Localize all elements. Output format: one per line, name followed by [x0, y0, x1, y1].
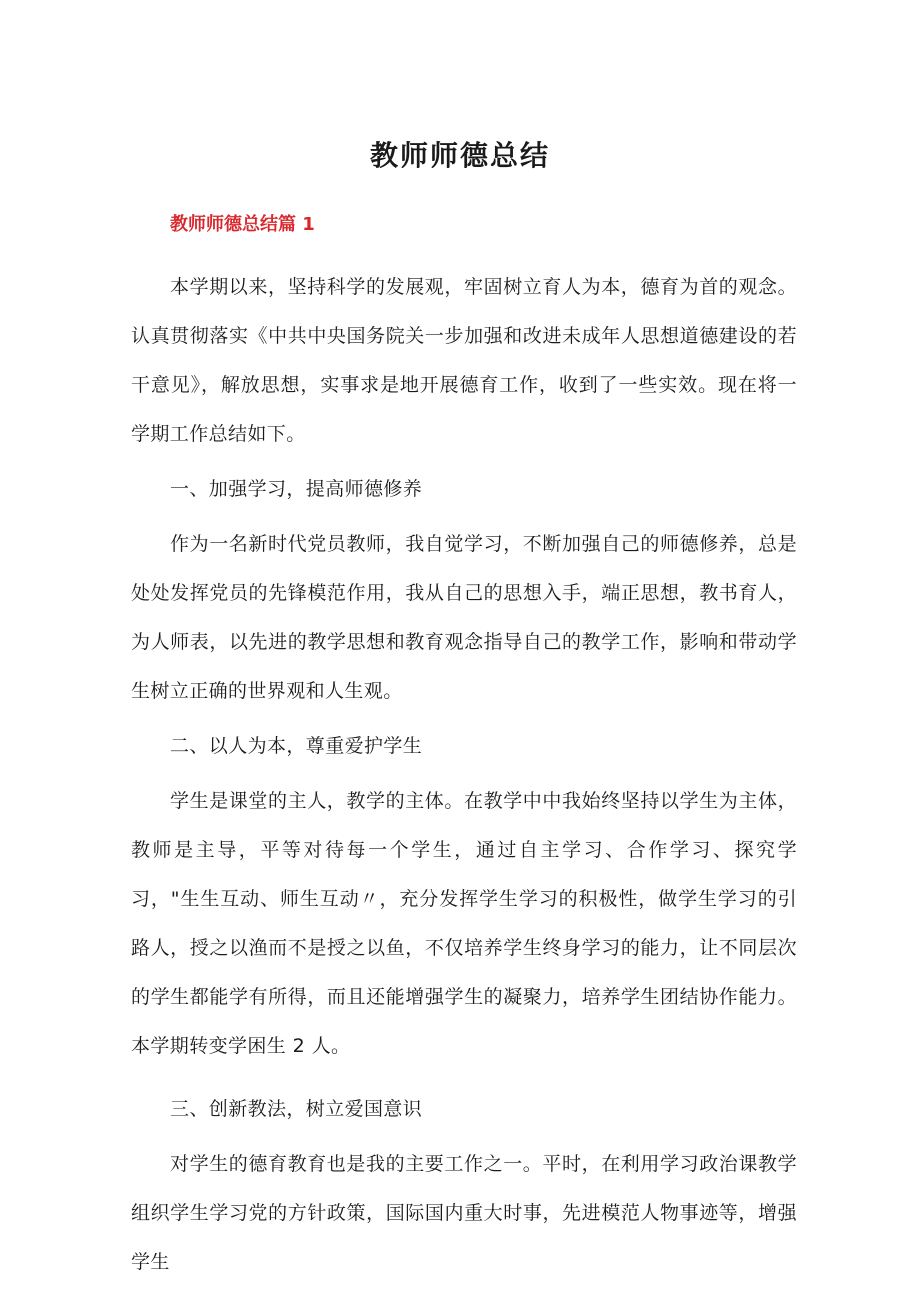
heading-innovate-teaching: 三、创新教法，树立爱国意识	[170, 1098, 423, 1120]
intro-paragraph: 本学期以来，坚持科学的发展观，牢固树立育人为本，德育为首的观念。认真贯彻落实《中共中央国务院关一步加强和改进未成年人思想道德建设的若干意见》，解放思想，实事求是地开展德育工作，收到了一些实效。现在将一学期工作总结如下。	[131, 276, 797, 445]
heading-people-oriented: 二、以人为本，尊重爱护学生	[170, 735, 423, 757]
paragraph-people-oriented: 学生是课堂的主人，教学的主体。在教学中中我始终坚持以学生为主体，教师是主导，平等对待每一个学生，通过自主学习、合作学习、探究学习，"生生互动、师生互动〃，充分发挥学生学习的积极性，做学生学习的引路人，授之以渔而不是授之以鱼，不仅培养学生终身学习的能力，让不同层次的学生都能学有所得，而且还能增强学生的凝聚力，培养学生团结协作能力。本学期转变学困生 2 人。	[131, 790, 797, 1057]
document-body	[131, 263, 797, 1287]
paragraph-strengthen-learning: 作为一名新时代党员教师，我自觉学习，不断加强自己的师德修养，总是处处发挥党员的先锋模范作用，我从自己的思想入手，端正思想，教书育人，为人师表，以先进的教学思想和教育观念指导自己的教学工作，影响和带动学生树立正确的世界观和人生观。	[131, 533, 797, 702]
paragraph-innovate-teaching: 对学生的德育教育也是我的主要工作之一。平时，在利用学习政治课教学组织学生学习党的方针政策，国际国内重大时事，先进模范人物事迹等，增强学生	[131, 1153, 797, 1273]
section-title: 教师师德总结篇 1	[170, 214, 315, 235]
document-title: 教师师德总结	[369, 139, 550, 172]
heading-strengthen-learning: 一、加强学习，提高师德修养	[170, 478, 423, 500]
